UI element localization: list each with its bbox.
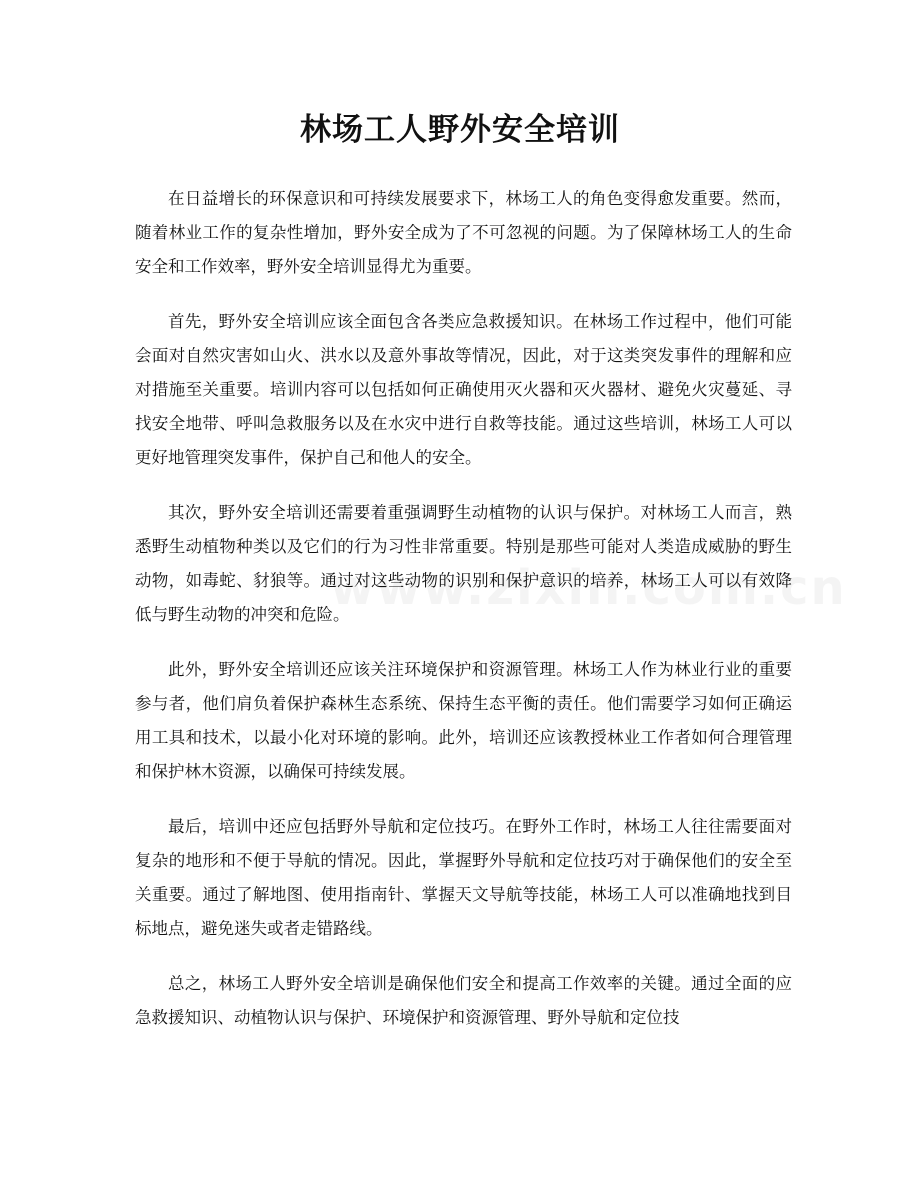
paragraph-wildlife: 其次，野外安全培训还需要着重强调野生动植物的认识与保护。对林场工人而言，熟悉野生动植物种类以及它们的行为习性非常重要。特别是那些可能对人类造成威胁的野生动物，如毒蛇、豺狼等。通过对这些动物的识别和保护意识的培养，林场工人可以有效降低与野生动物的冲突和危险。 bbox=[135, 503, 792, 624]
paragraph-environment: 此外，野外安全培训还应该关注环境保护和资源管理。林场工人作为林业行业的重要参与者，他们肩负着保护森林生态系统、保持生态平衡的责任。他们需要学习如何正确运用工具和技术，以最小化对环境的影响。此外，培训还应该教授林业工作者如何合理管理和保护林木资源，以确保可持续发展。 bbox=[135, 660, 792, 781]
paragraph-intro: 在日益增长的环保意识和可持续发展要求下，林场工人的角色变得愈发重要。然而，随着林业工作的复杂性增加，野外安全成为了不可忽视的问题。为了保障林场工人的生命安全和工作效率，野外安全培训显得尤为重要。 bbox=[135, 189, 792, 276]
page-title: 林场工人野外安全培训 bbox=[300, 112, 620, 148]
paragraph-conclusion: 总之，林场工人野外安全培训是确保他们安全和提高工作效率的关键。通过全面的应急救援知识、动植物认识与保护、环境保护和资源管理、野外导航和定位技 bbox=[135, 974, 792, 1027]
document-body bbox=[135, 182, 792, 1056]
paragraph-emergency-rescue: 首先，野外安全培训应该全面包含各类应急救援知识。在林场工作过程中，他们可能会面对自然灾害如山火、洪水以及意外事故等情况，因此，对于这类突发事件的理解和应对措施至关重要。培训内容可以包括如何正确使用灭火器和灭火器材、避免火灾蔓延、寻找安全地带、呼叫急救服务以及在水灾中进行自救等技能。通过这些培训，林场工人可以更好地管理突发事件，保护自己和他人的安全。 bbox=[135, 312, 792, 467]
paragraph-navigation: 最后，培训中还应包括野外导航和定位技巧。在野外工作时，林场工人往往需要面对复杂的地形和不便于导航的情况。因此，掌握野外导航和定位技巧对于确保他们的安全至关重要。通过了解地图、使用指南针、掌握天文导航等技能，林场工人可以准确地找到目标地点，避免迷失或者走错路线。 bbox=[135, 817, 792, 938]
